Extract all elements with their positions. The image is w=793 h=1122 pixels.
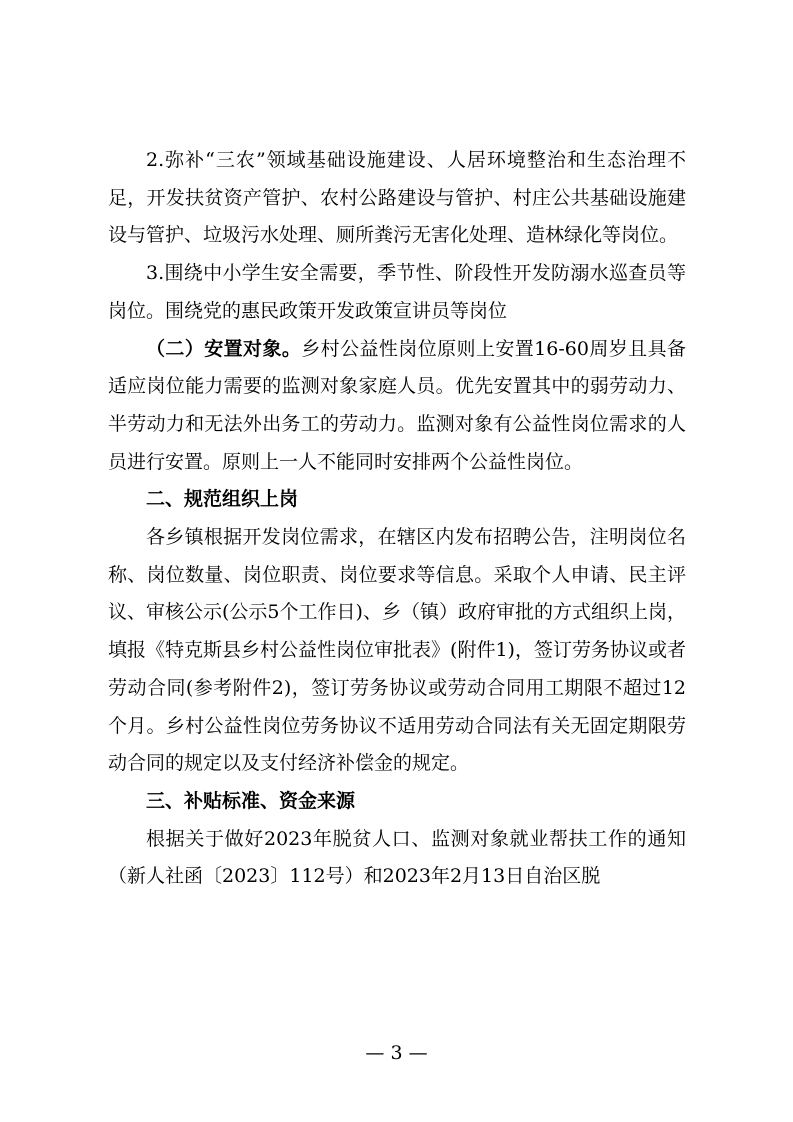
paragraph-item-3: 3.围绕中小学生安全需要，季节性、阶段性开发防溺水巡查员等岗位。围绕党的惠民政策开发政策宣讲员等岗位 bbox=[108, 262, 686, 322]
paragraph-placement-targets bbox=[108, 331, 686, 482]
section-heading-3: 三、补贴标准、资金来源 bbox=[146, 789, 356, 812]
page-number: — 3 — bbox=[365, 1042, 428, 1064]
document-body bbox=[108, 142, 686, 896]
paragraph-subsidy: 根据关于做好2023年脱贫人口、监测对象就业帮扶工作的通知（新人社函〔2023〕112号）和2023年2月13日自治区脱 bbox=[108, 827, 686, 888]
section-heading-2: 二、规范组织上岗 bbox=[146, 488, 299, 511]
subsection-heading: （二）安置对象。 bbox=[146, 337, 302, 360]
paragraph-item-2: 2.弥补“三农”领域基础设施建设、人居环境整治和生态治理不足，开发扶贫资产管护、农村公路建设与管护、村庄公共基础设施建设与管护、垃圾污水处理、厕所粪污无害化处理、造林绿化等岗位。 bbox=[108, 149, 686, 247]
paragraph-text: 乡村公益性岗位原则上安置16-60周岁且具备适应岗位能力需要的监测对象家庭人员。优先安置其中的弱劳动力、半劳动力和无法外出务工的劳动力。监测对象有公益性岗位需求的人员进行安置。原则上一人不能同时安排两个公益性岗位。 bbox=[108, 337, 686, 473]
paragraph-organization: 各乡镇根据开发岗位需求，在辖区内发布招聘公告，注明岗位名称、岗位数量、岗位职责、岗位要求等信息。采取个人申请、民主评议、审核公示(公示5个工作日)、乡（镇）政府审批的方式组织上岗，填报《特克斯县乡村公益性岗位审批表》(附件1)，签订劳务协议或者劳动合同(参考附件2)，签订劳务协议或劳动合同用工期限不超过12个月。乡村公益性岗位劳务协议不适用劳动合同法有关无固定期限劳动合同的规定以及支付经济补偿金的规定。 bbox=[108, 526, 686, 775]
